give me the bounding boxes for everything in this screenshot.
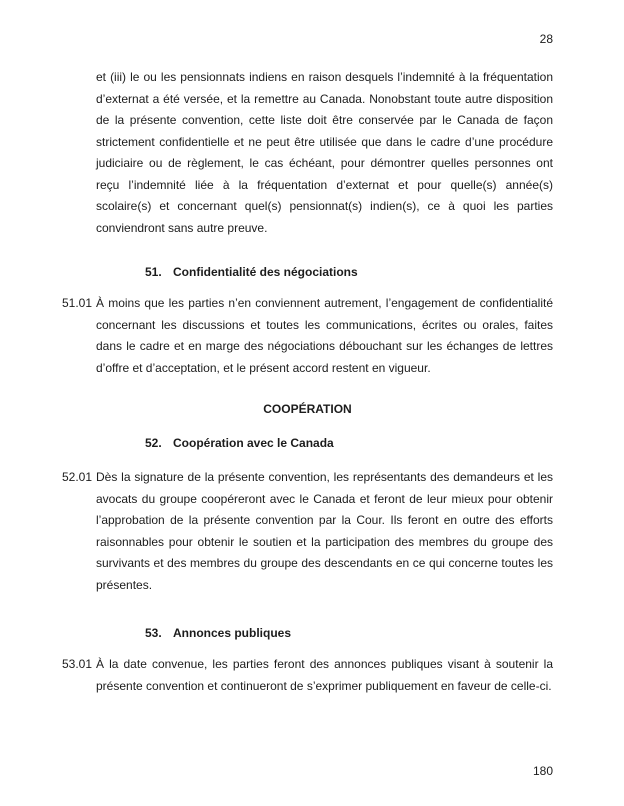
section-title: Annonces publiques <box>173 626 292 640</box>
clause-number: 52.01 <box>62 470 93 484</box>
section-number: 52. <box>145 436 162 450</box>
clause-number: 51.01 <box>62 296 93 310</box>
section-heading-51 <box>145 262 358 284</box>
section-title: Confidentialité des négociations <box>173 265 358 279</box>
clause-53-01 <box>62 654 553 697</box>
paragraph-continuation: et (iii) le ou les pensionnats indiens en raison desquels l’indemnité à la fréquentation d’externat a été versée, et la remettre au Canada. Nonobstant toute autre disposition de la présente convention, cette liste doit être conservée par le Canada de façon strictement confidentielle et ne peut être utilisée que dans le cadre d’une procédure judiciaire ou de règlement, le cas échéant, pour démontrer quelles personnes ont reçu l’indemnité liée à la fréquentation d’externat et pour quelle(s) année(s) scolaire(s) et concernant quel(s) pensionnat(s) indien(s), ce à quoi les parties conviendront sans autre preuve. <box>96 70 553 235</box>
clause-number: 53.01 <box>62 657 93 671</box>
section-number: 51. <box>145 265 162 279</box>
section-heading-52 <box>145 433 334 455</box>
footer-page-number: 180 <box>532 764 553 778</box>
clause-text: À la date convenue, les parties feront des annonces publiques visant à soutenir la présente convention et continueront de s’exprimer publiquement en faveur de celle-ci. <box>96 657 553 693</box>
clause-text: Dès la signature de la présente convention, les représentants des demandeurs et les avocats du groupe coopéreront avec le Canada et feront de leur mieux pour obtenir l’approbation de la présente convention par la Cour. Ils feront en outre des efforts raisonnables pour obtenir le soutien et la participation des membres du groupe des survivants et des membres du groupe des descendants en ce qui concerne toutes les présentes. <box>96 470 553 592</box>
header-page-number: 28 <box>539 32 553 46</box>
section-heading-53 <box>145 623 291 645</box>
section-number: 53. <box>145 626 162 640</box>
clause-text: À moins que les parties n’en conviennent autrement, l’engagement de confidentialité concernant les discussions et toutes les communications, écrites ou orales, faites dans le cadre et en marge des négociations débouchant sur les échanges de lettres d’offre et d’acceptation, et le présent accord restent en vigueur. <box>96 296 553 375</box>
section-title: Coopération avec le Canada <box>173 436 334 450</box>
clause-52-01 <box>62 467 553 596</box>
clause-51-01 <box>62 293 553 379</box>
heading-cooperation: COOPÉRATION <box>263 402 352 416</box>
